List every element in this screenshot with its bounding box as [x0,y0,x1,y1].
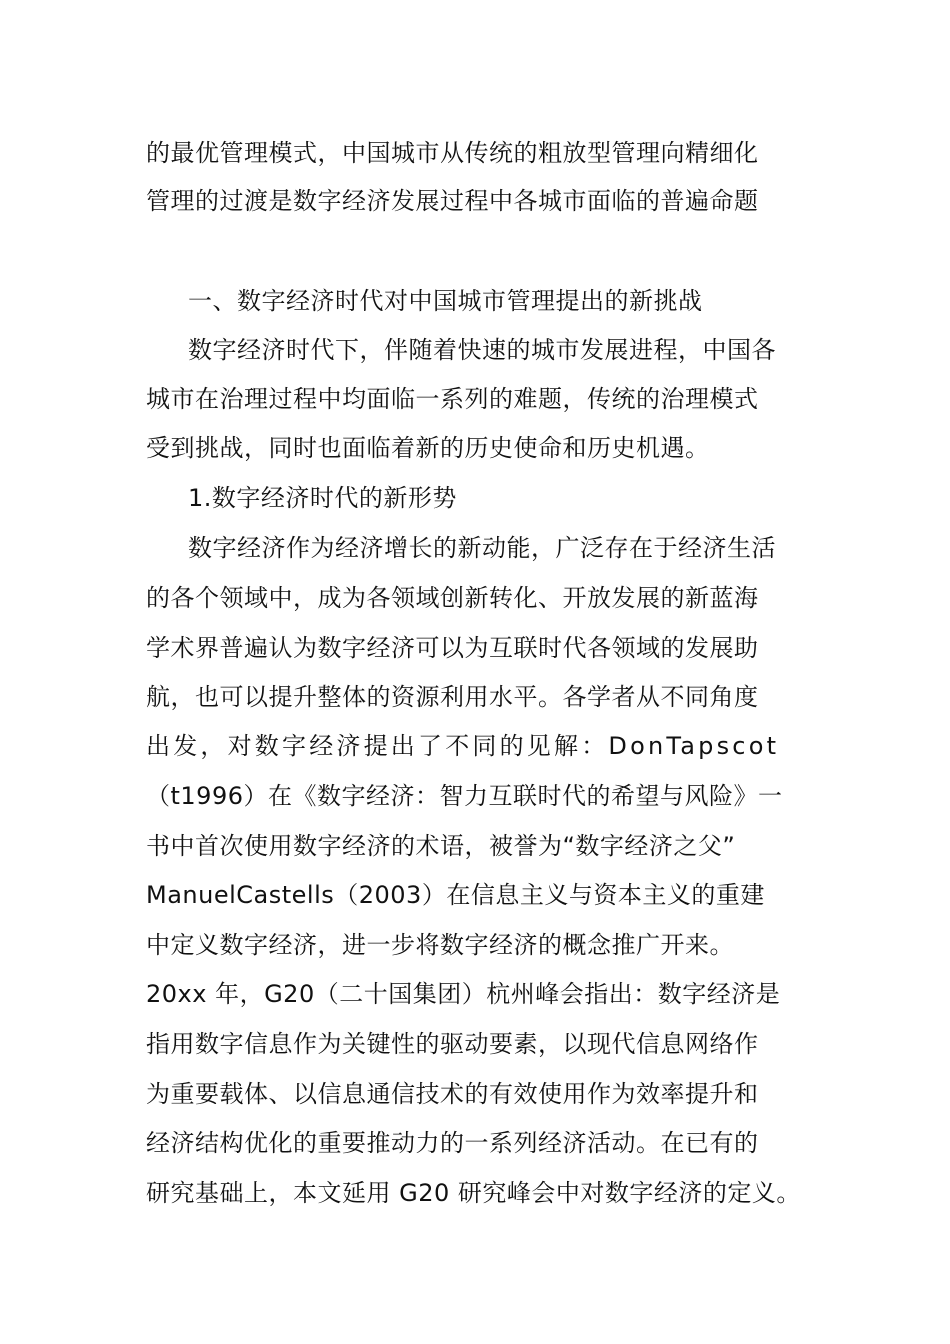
paragraph-line-14: 中定义数字经济，进一步将数字经济的概念推广开来。 [146,931,734,959]
section-heading: 一、数字经济时代对中国城市管理提出的新挑战 [188,287,703,315]
subsection-heading: 1.数字经济时代的新形势 [188,484,457,512]
paragraph-line-9: 航，也可以提升整体的资源利用水平。各学者从不同角度 [146,683,759,711]
paragraph-line-16: 指用数字信息作为关键性的驱动要素，以现代信息网络作 [146,1030,759,1058]
paragraph-line-5: 受到挑战，同时也面临着新的历史使命和历史机遇。 [146,434,710,462]
paragraph-line-17: 为重要载体、以信息通信技术的有效使用作为效率提升和 [146,1080,759,1108]
paragraph-line-2: 管理的过渡是数字经济发展过程中各城市面临的普遍命题 [146,187,759,215]
paragraph-line-18: 经济结构优化的重要推动力的一系列经济活动。在已有的 [146,1129,759,1157]
paragraph-line-6: 数字经济作为经济增长的新动能，广泛存在于经济生活 [188,534,776,562]
paragraph-line-10: 出发，对数字经济提出了不同的见解：DonTapscot [146,732,780,760]
paragraph-line-13: ManuelCastells（2003）在信息主义与资本主义的重建 [146,881,765,909]
paragraph-line-1: 的最优管理模式，中国城市从传统的粗放型管理向精细化 [146,139,759,167]
paragraph-line-15: 20xx 年，G20（二十国集团）杭州峰会指出：数字经济是 [146,980,781,1008]
paragraph-line-8: 学术界普遍认为数字经济可以为互联时代各领域的发展助 [146,634,759,662]
paragraph-line-11: （t1996）在《数字经济：智力互联时代的希望与风险》一 [146,782,783,810]
paragraph-line-7: 的各个领域中，成为各领域创新转化、开放发展的新蓝海 [146,584,759,612]
paragraph-line-4: 城市在治理过程中均面临一系列的难题，传统的治理模式 [146,385,759,413]
paragraph-line-12: 书中首次使用数字经济的术语，被誉为“数字经济之父” [146,832,736,860]
paragraph-line-19: 研究基础上，本文延用 G20 研究峰会中对数字经济的定义。 [146,1179,801,1207]
paragraph-line-3: 数字经济时代下，伴随着快速的城市发展进程，中国各 [188,336,776,364]
